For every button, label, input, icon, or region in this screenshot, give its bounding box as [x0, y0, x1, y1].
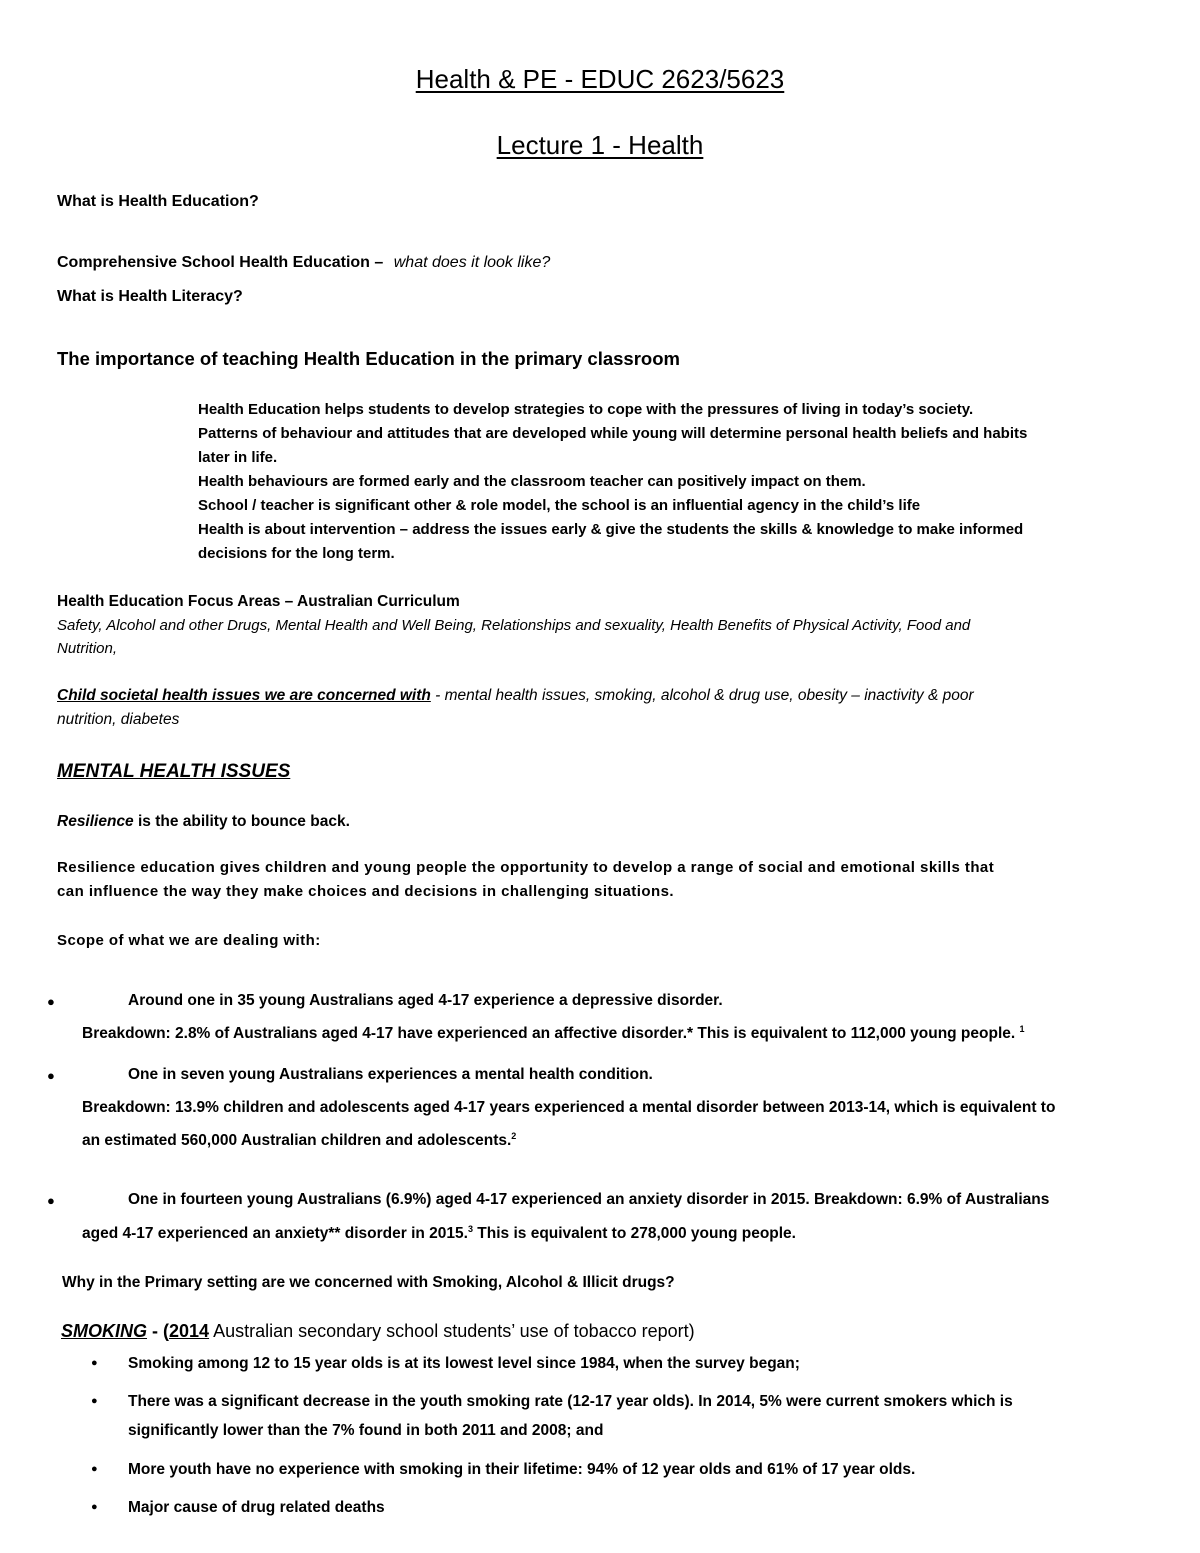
smoking-report: Australian secondary school students’ use of tobacco report): [209, 1321, 695, 1341]
importance-line: Health Education helps students to develop strategies to cope with the pressures of living in today’s society.: [198, 401, 974, 418]
mental-bullet-main: One in fourteen young Australians (6.9%) aged 4-17 experienced an anxiety disorder in 2015. Breakdown: 6.9% of Australians: [128, 1191, 1050, 1208]
question-health-literacy: What is Health Literacy?: [57, 288, 243, 305]
importance-line: later in life.: [198, 449, 278, 466]
importance-line: Patterns of behaviour and attitudes that are developed while young will determine personal health beliefs and habits: [198, 425, 1028, 442]
mental-bullet-detail: [82, 1225, 796, 1243]
mental-bullet-detail: [82, 1132, 516, 1150]
scope-label: Scope of what we are dealing with:: [57, 932, 321, 949]
focus-line: Safety, Alcohol and other Drugs, Mental Health and Well Being, Relationships and sexuality, Health Benefits of Physical Activity, Food and: [57, 617, 971, 634]
smoking-bullet: There was a significant decrease in the youth smoking rate (12-17 year olds). In 2014, 5% were current smokers which is: [128, 1393, 1013, 1410]
bullet-dot: ●: [91, 1357, 98, 1369]
smoking-heading-line: [57, 1321, 695, 1342]
bullet-dot: ●: [47, 1068, 55, 1083]
resilience-education-line: can influence the way they make choices and decisions in challenging situations.: [57, 883, 674, 900]
resilience-definition: [57, 813, 350, 831]
resilience-word: Resilience: [57, 813, 134, 830]
smoking-heading: SMOKING: [61, 1321, 148, 1341]
bullet-dot: ●: [91, 1395, 98, 1407]
mental-bullet-detail-text: Breakdown: 2.8% of Australians aged 4-17 have experienced an affective disorder.* This is equivalent to 112,000 young people.: [82, 1025, 1016, 1042]
mental-bullet-detail-tail: This is equivalent to 278,000 young people.: [472, 1225, 796, 1242]
mental-bullet-main: Around one in 35 young Australians aged 4-17 experience a depressive disorder.: [128, 992, 723, 1009]
question-comprehensive-label: Comprehensive School Health Education –: [57, 254, 384, 271]
smoking-dash: - (: [147, 1321, 170, 1341]
question-comprehensive: [57, 254, 550, 272]
societal-line: [57, 687, 974, 705]
footnote-ref: 2: [511, 1130, 517, 1141]
importance-line: decisions for the long term.: [198, 545, 395, 562]
bullet-dot: ●: [47, 994, 55, 1009]
societal-text: - mental health issues, smoking, alcohol & drug use, obesity – inactivity & poor: [430, 687, 974, 704]
footnote-ref: 3: [467, 1223, 473, 1234]
importance-line: Health is about intervention – address the issues early & give the students the skills & knowledge to make informed: [198, 521, 1024, 538]
course-title: Health & PE - EDUC 2623/5623: [415, 64, 785, 94]
smoking-bullet: Smoking among 12 to 15 year olds is at its lowest level since 1984, when the survey began;: [128, 1355, 800, 1372]
smoking-bullet-cont: significantly lower than the 7% found in both 2011 and 2008; and: [128, 1422, 604, 1439]
bullet-dot: ●: [91, 1463, 98, 1475]
why-question: Why in the Primary setting are we concerned with Smoking, Alcohol & Illicit drugs?: [62, 1274, 675, 1291]
importance-line: School / teacher is significant other & role model, the school is an influential agency in the child’s life: [198, 497, 921, 514]
societal-line-2: nutrition, diabetes: [57, 711, 180, 728]
smoking-bullet: More youth have no experience with smoking in their lifetime: 94% of 12 year olds and 61% of 17 year olds.: [128, 1461, 916, 1478]
importance-heading: The importance of teaching Health Education in the primary classroom: [57, 348, 680, 369]
question-health-education: What is Health Education?: [57, 193, 259, 210]
resilience-education-line: Resilience education gives children and young people the opportunity to develop a range of social and emotional skills that: [57, 859, 995, 876]
mental-health-heading: MENTAL HEALTH ISSUES: [57, 761, 291, 782]
bullet-dot: ●: [91, 1501, 98, 1513]
societal-label: Child societal health issues we are concerned with: [57, 687, 431, 704]
mental-bullet-detail-text: an estimated 560,000 Australian children and adolescents.: [82, 1132, 512, 1149]
footnote-ref: 1: [1019, 1023, 1025, 1034]
smoking-bullet: Major cause of drug related deaths: [128, 1499, 385, 1516]
importance-line: Health behaviours are formed early and the classroom teacher can positively impact on them.: [198, 473, 866, 490]
focus-heading: Health Education Focus Areas – Australian Curriculum: [57, 593, 460, 610]
smoking-year: 2014: [169, 1321, 210, 1341]
mental-bullet-detail: [82, 1025, 1025, 1043]
question-comprehensive-italic: what does it look like?: [393, 254, 551, 271]
bullet-dot: ●: [47, 1193, 55, 1208]
resilience-rest: is the ability to bounce back.: [133, 813, 350, 830]
lecture-title: Lecture 1 - Health: [496, 130, 704, 160]
focus-line: Nutrition,: [57, 640, 118, 657]
mental-bullet-detail: Breakdown: 13.9% children and adolescents aged 4-17 years experienced a mental disorder between 2013-14, which is equivalent to: [82, 1099, 1056, 1116]
mental-bullet-detail-text: aged 4-17 experienced an anxiety** disorder in 2015.: [82, 1225, 468, 1242]
mental-bullet-main: One in seven young Australians experiences a mental health condition.: [128, 1066, 653, 1083]
